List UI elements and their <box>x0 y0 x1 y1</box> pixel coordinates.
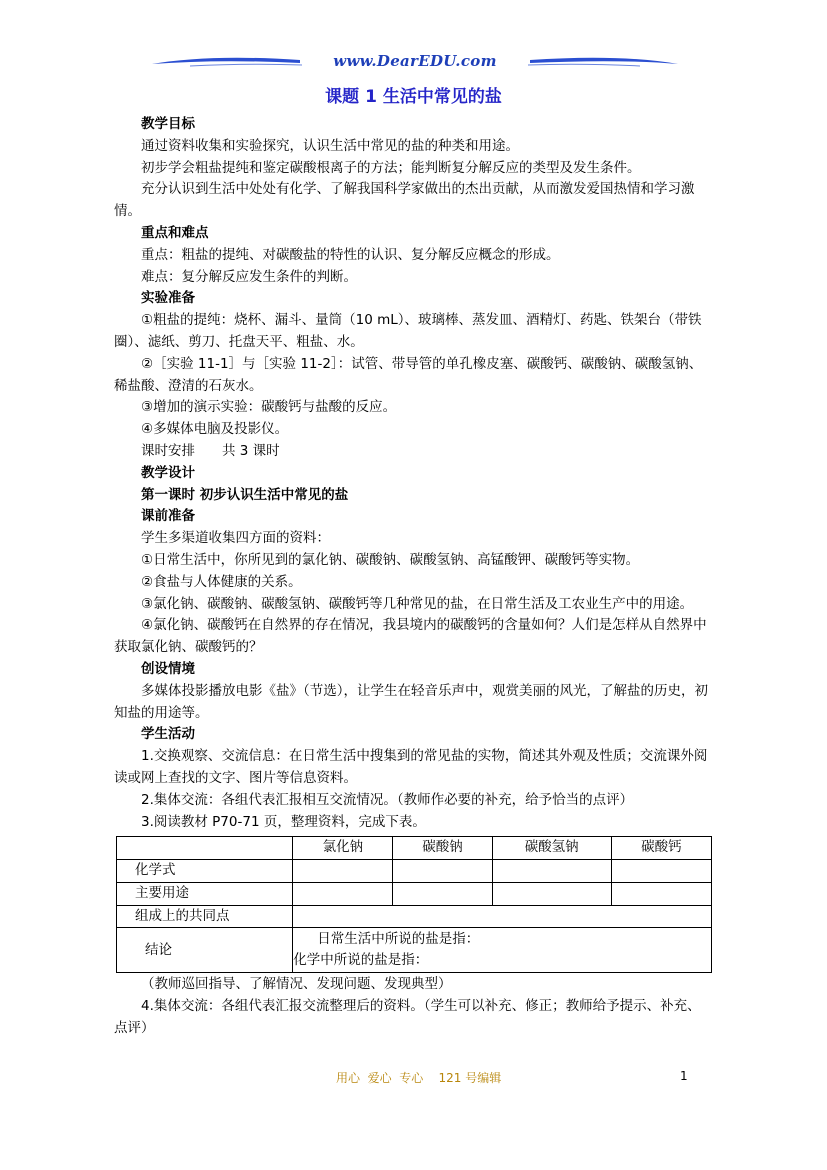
table-cell <box>293 860 393 883</box>
section-heading-design: 教学设计 <box>141 464 195 481</box>
table-header-cell: 碳酸钠 <box>393 837 492 860</box>
row-label-formula: 化学式 <box>117 860 293 883</box>
table-cell <box>393 882 492 905</box>
key-point-paragraph: 难点：复分解反应发生条件的判断。 <box>141 268 357 285</box>
page-footer <box>0 1069 827 1087</box>
activity-paragraph: 4.集体交流：各组代表汇报交流整理后的资料。（学生可以补充、修正；教师给予提示、补充、点评） <box>114 998 701 1037</box>
footer-slogan: 用心 爱心 专心 121 号编辑 <box>336 1071 502 1085</box>
lesson-heading: 第一课时 初步认识生活中常见的盐 <box>141 486 349 503</box>
goal-paragraph: 通过资料收集和实验探究，认识生活中常见的盐的种类和用途。 <box>141 137 519 154</box>
activity-paragraph: 1.交换观察、交流信息：在日常生活中搜集到的常见盐的实物，简述其外观及性质；交流课外阅读或网上查找的文字、图片等信息资料。 <box>114 748 708 786</box>
key-point-paragraph: 重点：粗盐的提纯、对碳酸盐的特性的认识、复分解反应概念的形成。 <box>141 246 560 263</box>
preclass-paragraph: ③氯化钠、碳酸钠、碳酸氢钠、碳酸钙等几种常见的盐，在日常生活及工农业生产中的用途。 <box>141 595 694 612</box>
goal-paragraph: 初步学会粗盐提纯和鉴定碳酸根离子的方法；能判断复分解反应的类型及发生条件。 <box>141 159 641 176</box>
salt-summary-table <box>116 836 712 973</box>
table-cell <box>492 860 611 883</box>
table-cell <box>611 882 711 905</box>
table-row <box>117 905 712 928</box>
table-header-cell: 碳酸钙 <box>611 837 711 860</box>
prep-paragraph: ④多媒体电脑及投影仪。 <box>141 421 289 438</box>
conclusion-chemistry: 化学中所说的盐是指： <box>293 952 429 969</box>
preclass-paragraph: ①日常生活中，你所见到的氯化钠、碳酸钠、碳酸氢钠、高锰酸钾、碳酸钙等实物。 <box>141 551 640 568</box>
scenario-paragraph: 多媒体投影播放电影《盐》（节选），让学生在轻音乐声中，观赏美丽的风光，了解盐的历史，初知盐的用途等。 <box>114 682 708 721</box>
table-cell <box>492 882 611 905</box>
table-cell <box>293 882 393 905</box>
conclusion-cell <box>293 928 712 973</box>
row-label-common: 组成上的共同点 <box>117 905 293 928</box>
section-heading-scenario: 创设情境 <box>141 660 195 677</box>
table-header-cell <box>117 837 293 860</box>
site-url: www.DearEDU.com <box>333 52 497 70</box>
prep-paragraph: ①粗盐的提纯：烧杯、漏斗、量筒（10 mL）、玻璃棒、蒸发皿、酒精灯、药匙、铁架台（带铁圈）、滤纸、剪刀、托盘天平、粗盐、水。 <box>114 312 702 350</box>
teacher-note: （教师巡回指导、了解情况、发现问题、发现典型） <box>141 976 452 993</box>
page-title: 课题 1 生活中常见的盐 <box>325 87 502 107</box>
section-heading-goals: 教学目标 <box>141 116 195 132</box>
preclass-paragraph: 学生多渠道收集四方面的资料： <box>141 530 330 547</box>
document-body <box>114 114 712 1040</box>
activity-paragraph: 3.阅读教材 P70-71 页，整理资料，完成下表。 <box>141 813 426 830</box>
prep-paragraph: ②［实验 11-1］与［实验 11-2］：试管、带导管的单孔橡皮塞、碳酸钙、碳酸钠、碳酸氢钠、稀盐酸、澄清的石灰水。 <box>114 355 703 394</box>
schedule-paragraph: 课时安排 共 3 课时 <box>141 442 280 459</box>
section-heading-prep: 实验准备 <box>141 290 195 307</box>
site-banner <box>150 50 680 76</box>
table-cell <box>393 860 492 883</box>
preclass-paragraph: ④氯化钠、碳酸钙在自然界的存在情况，我县境内的碳酸钙的含量如何？人们是怎样从自然界中获取氯化钠、碳酸钙的？ <box>114 617 707 656</box>
prep-paragraph: ③增加的演示实验：碳酸钙与盐酸的反应。 <box>141 399 397 416</box>
section-heading-activity: 学生活动 <box>141 726 195 743</box>
table-row <box>117 928 712 973</box>
table-row <box>117 860 712 883</box>
page-number: 1 <box>680 1069 688 1083</box>
table-cell <box>611 860 711 883</box>
table-header-cell: 氯化钠 <box>293 837 393 860</box>
conclusion-daily-life: 日常生活中所说的盐是指： <box>317 931 480 948</box>
table-header-row <box>117 837 712 860</box>
table-cell <box>293 905 712 928</box>
table-row <box>117 882 712 905</box>
preclass-paragraph: ②食盐与人体健康的关系。 <box>141 573 302 590</box>
row-label-usage: 主要用途 <box>117 882 293 905</box>
table-header-cell: 碳酸氢钠 <box>492 837 611 860</box>
row-label-conclusion: 结论 <box>117 928 293 973</box>
section-heading-key: 重点和难点 <box>141 224 209 241</box>
section-heading-preclass: 课前准备 <box>141 508 195 525</box>
goal-paragraph: 充分认识到生活中处处有化学、了解我国科学家做出的杰出贡献，从而激发爱国热情和学习激情。 <box>114 181 695 220</box>
activity-paragraph: 2.集体交流：各组代表汇报相互交流情况。（教师作必要的补充，给予恰当的点评） <box>141 791 634 808</box>
